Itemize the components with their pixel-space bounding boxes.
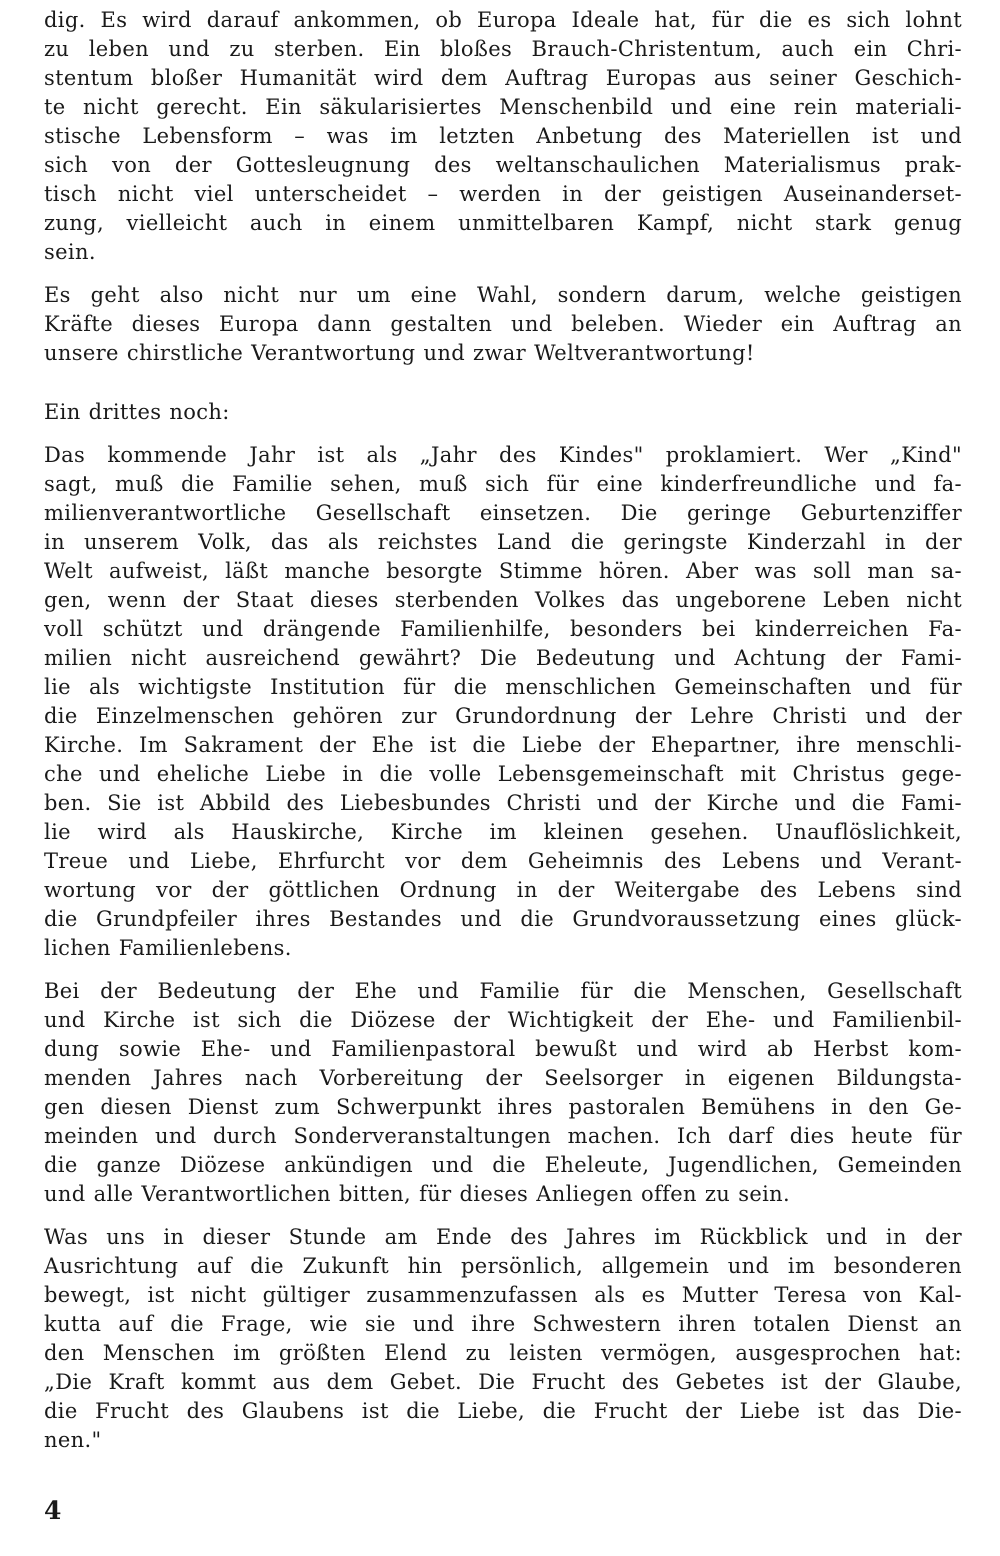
text-line: zung, vielleicht auch in einem unmittelbaren Kampf, nicht stark genug <box>44 211 962 235</box>
text-line: den Menschen im größten Elend zu leisten vermögen, ausgesprochen hat: <box>44 1341 962 1365</box>
text-line: „Die Kraft kommt aus dem Gebet. Die Frucht des Gebetes ist der Glaube, <box>44 1370 962 1394</box>
text-line: in unserem Volk, das als reichstes Land die geringste Kinderzahl in der <box>44 530 962 554</box>
text-line: die ganze Diözese ankündigen und die Eheleute, Jugendlichen, Gemeinden <box>44 1153 962 1177</box>
paragraph-election <box>44 281 962 368</box>
text-line: milienverantwortliche Gesellschaft einsetzen. Die geringe Geburtenziffer <box>44 501 962 525</box>
text-line: lie wird als Hauskirche, Kirche im kleinen gesehen. Unauflöslichkeit, <box>44 820 962 844</box>
text-line: bewegt, ist nicht gültiger zusammenzufassen als es Mutter Teresa von Kal- <box>44 1283 962 1307</box>
text-line: Bei der Bedeutung der Ehe und Familie für die Menschen, Gesellschaft <box>44 979 962 1003</box>
text-line: Welt aufweist, läßt manche besorgte Stimme hören. Aber was soll man sa- <box>44 559 962 583</box>
text-line: zu leben und zu sterben. Ein bloßes Brauch-Christentum, auch ein Chri- <box>44 37 962 61</box>
text-line: menden Jahres nach Vorbereitung der Seelsorger in eigenen Bildungsta- <box>44 1066 962 1090</box>
text-line: die Einzelmenschen gehören zur Grundordnung der Lehre Christi und der <box>44 704 962 728</box>
text-line: tisch nicht viel unterscheidet – werden in der geistigen Auseinanderset- <box>44 182 962 206</box>
text-line: lie als wichtigste Institution für die menschlichen Gemeinschaften und für <box>44 675 962 699</box>
text-line: die Frucht des Glaubens ist die Liebe, die Frucht der Liebe ist das Die- <box>44 1399 962 1423</box>
text-line: sich von der Gottesleugnung des weltanschaulichen Materialismus prak- <box>44 153 962 177</box>
text-line: wortung vor der göttlichen Ordnung in der Weitergabe des Lebens sind <box>44 878 962 902</box>
text-line: Das kommende Jahr ist als „Jahr des Kindes" proklamiert. Wer „Kind" <box>44 443 962 467</box>
paragraph-third-point <box>44 398 962 427</box>
text-line: die Grundpfeiler ihres Bestandes und die Grundvoraussetzung eines glück- <box>44 907 962 931</box>
text-line: kutta auf die Frage, wie sie und ihre Schwestern ihren totalen Dienst an <box>44 1312 962 1336</box>
text-line: dung sowie Ehe- und Familienpastoral bewußt und wird ab Herbst kom- <box>44 1037 962 1061</box>
text-line: sagt, muß die Familie sehen, muß sich für eine kinderfreundliche und fa- <box>44 472 962 496</box>
text-line: und alle Verantwortlichen bitten, für dieses Anliegen offen zu sein. <box>44 1182 791 1206</box>
paragraph-year-of-child <box>44 441 962 963</box>
text-line: milien nicht ausreichend gewährt? Die Bedeutung und Achtung der Fami- <box>44 646 962 670</box>
text-line: nen." <box>44 1428 102 1452</box>
text-line: ben. Sie ist Abbild des Liebesbundes Christi und der Kirche und die Fami- <box>44 791 962 815</box>
text-line: gen diesen Dienst zum Schwerpunkt ihres pastoralen Bemühens in den Ge- <box>44 1095 962 1119</box>
text-line: dig. Es wird darauf ankommen, ob Europa Ideale hat, für die es sich lohnt <box>44 8 962 32</box>
text-line: Was uns in dieser Stunde am Ende des Jahres im Rückblick und in der <box>44 1225 962 1249</box>
text-line: Kirche. Im Sakrament der Ehe ist die Liebe der Ehepartner, ihre menschli- <box>44 733 962 757</box>
paragraph-marriage-family <box>44 977 962 1209</box>
text-line: stische Lebensform – was im letzten Anbetung des Materiellen ist und <box>44 124 962 148</box>
paragraph-europe-ideals <box>44 6 962 267</box>
text-line: Kräfte dieses Europa dann gestalten und beleben. Wieder ein Auftrag an <box>44 312 962 336</box>
text-line: stentum bloßer Humanität wird dem Auftrag Europas aus seiner Geschich- <box>44 66 962 90</box>
text-line: Treue und Liebe, Ehrfurcht vor dem Geheimnis des Lebens und Verant- <box>44 849 962 873</box>
paragraph-mother-teresa <box>44 1223 962 1455</box>
text-line: Ausrichtung auf die Zukunft hin persönlich, allgemein und im besonderen <box>44 1254 962 1278</box>
text-line: lichen Familienlebens. <box>44 936 292 960</box>
text-line: Es geht also nicht nur um eine Wahl, sondern darum, welche geistigen <box>44 283 962 307</box>
text-line: che und eheliche Liebe in die volle Lebensgemeinschaft mit Christus gege- <box>44 762 962 786</box>
text-line: te nicht gerecht. Ein säkularisiertes Menschenbild und eine rein materiali- <box>44 95 962 119</box>
text-line: Ein drittes noch: <box>44 400 230 424</box>
page-number: 4 <box>44 1496 62 1525</box>
text-line: gen, wenn der Staat dieses sterbenden Volkes das ungeborene Leben nicht <box>44 588 962 612</box>
text-line: unsere chirstliche Verantwortung und zwar Weltverantwortung! <box>44 341 755 365</box>
text-line: meinden und durch Sonderveranstaltungen machen. Ich darf dies heute für <box>44 1124 962 1148</box>
text-line: sein. <box>44 240 96 264</box>
text-line: voll schützt und drängende Familienhilfe, besonders bei kinderreichen Fa- <box>44 617 962 641</box>
document-page <box>44 6 962 1469</box>
text-line: und Kirche ist sich die Diözese der Wichtigkeit der Ehe- und Familienbil- <box>44 1008 962 1032</box>
